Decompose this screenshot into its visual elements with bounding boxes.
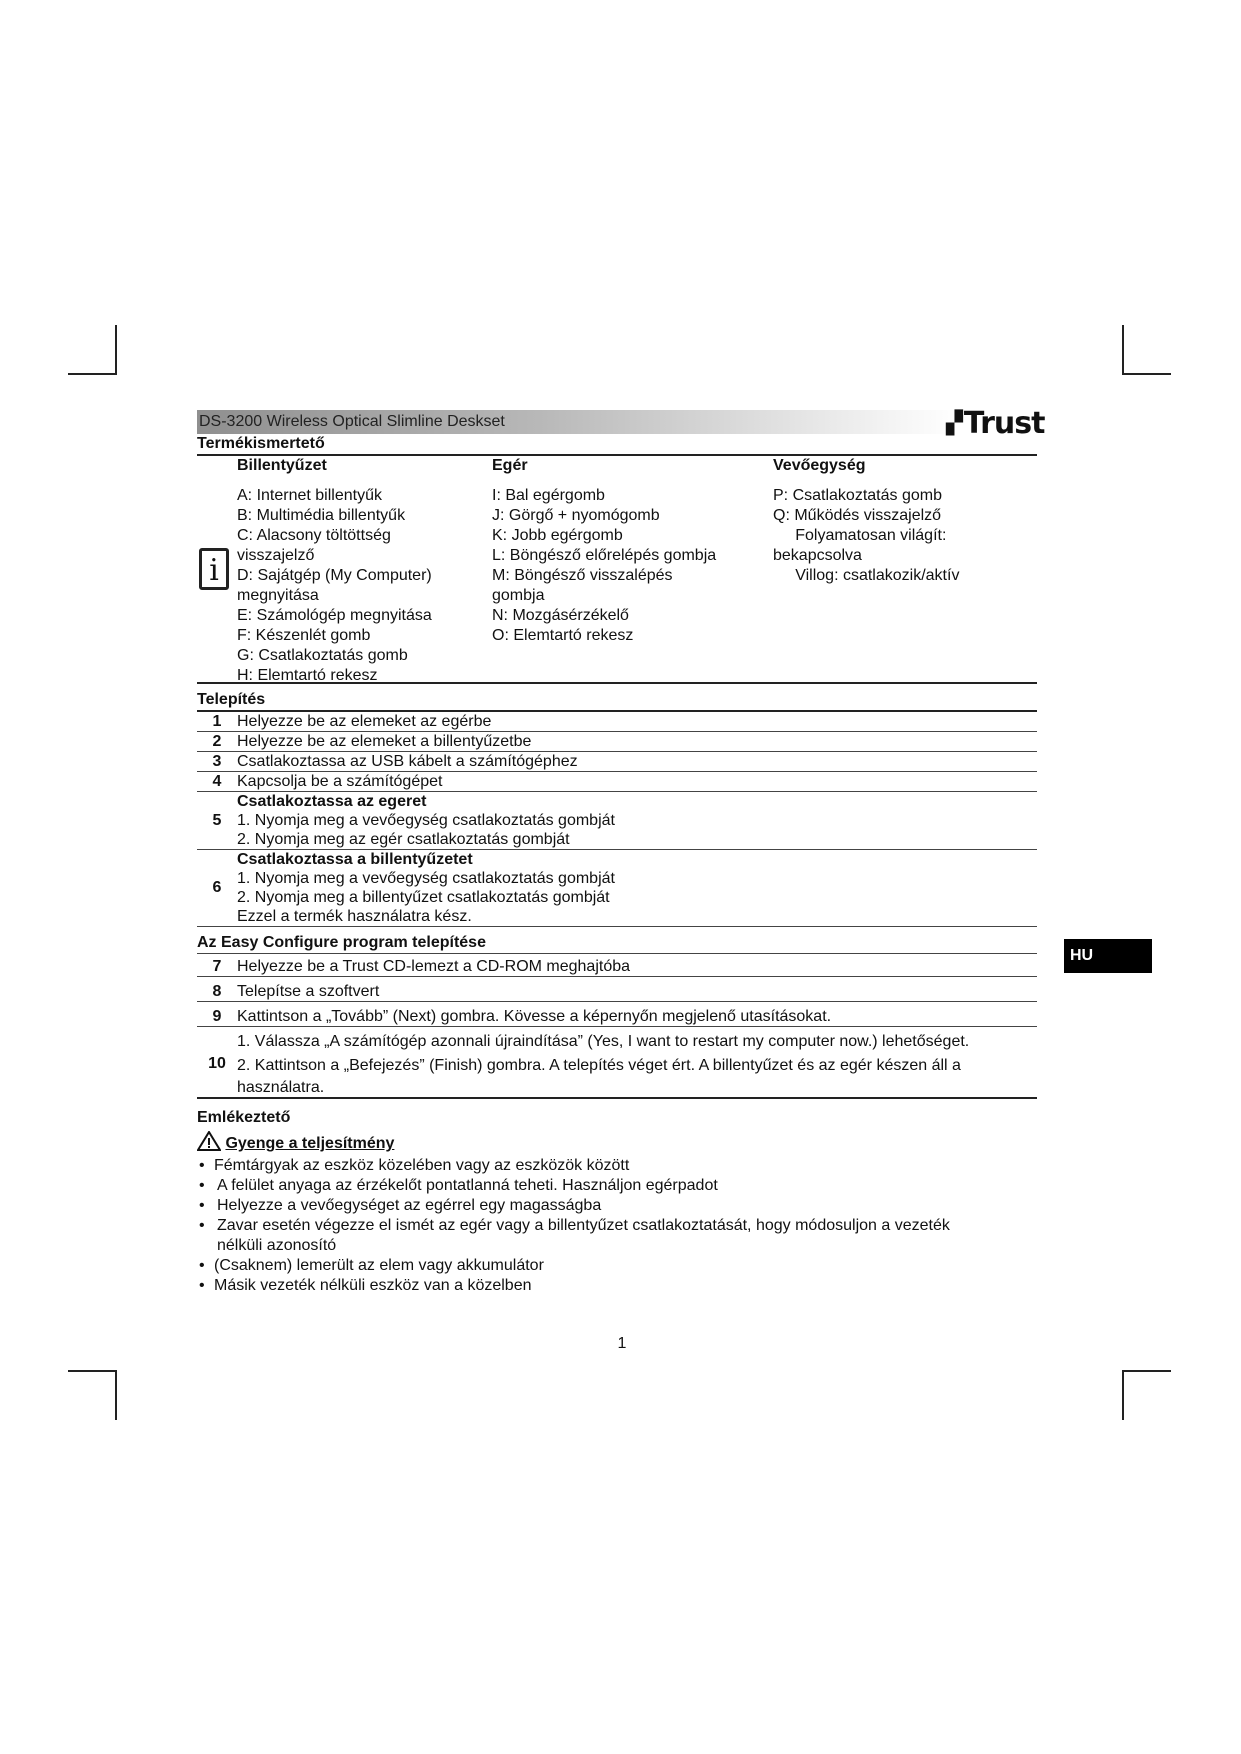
keyboard-item: B: Multimédia billentyűk (237, 507, 406, 524)
easy-configure-title: Az Easy Configure program telepítése (197, 933, 1037, 954)
step-number: 9 (212, 1007, 222, 1025)
step-row (197, 792, 1037, 850)
easy-configure-steps (197, 954, 1037, 1099)
warning-heading (197, 1131, 1047, 1156)
warning-icon (197, 1131, 221, 1151)
mouse-item: N: Mozgásérzékelő (492, 607, 629, 624)
column-heading: Billentyűzet (237, 457, 327, 474)
crop-mark (1122, 1370, 1171, 1372)
step-text: Telepítse a szoftvert (237, 983, 380, 1000)
crop-mark (115, 1370, 117, 1420)
logo-mark-icon: ▞ (946, 411, 962, 436)
keyboard-column (237, 456, 487, 686)
keyboard-item: G: Csatlakoztatás gomb (237, 647, 408, 664)
crop-mark (1122, 325, 1124, 375)
step-text: 2. Nyomja meg a billentyűzet csatlakoztatás gombját (237, 889, 610, 906)
step-number: 3 (212, 752, 222, 770)
step-row (197, 732, 1037, 752)
language-tab: HU (1064, 939, 1152, 973)
keyboard-item: megnyitása (237, 587, 319, 604)
mouse-item: J: Görgő + nyomógomb (492, 507, 660, 524)
keyboard-item: F: Készenlét gomb (237, 627, 371, 644)
step-number: 8 (212, 982, 222, 1000)
keyboard-item: visszajelző (237, 547, 315, 564)
logo-text: Trust (963, 406, 1045, 441)
receiver-item: Q: Működés visszajelző (773, 507, 942, 524)
mouse-item: M: Böngésző visszalépés (492, 567, 673, 584)
warning-title: Gyenge a teljesítmény (225, 1135, 395, 1152)
column-heading: Vevőegység (773, 457, 866, 474)
step-text: Ezzel a termék használatra kész. (237, 908, 472, 925)
reminder-item: • Fémtárgyak az eszköz közelében vagy az eszközök között (197, 1156, 1037, 1176)
receiver-item: bekapcsolva (773, 547, 862, 564)
keyboard-item: A: Internet billentyűk (237, 487, 382, 504)
header-band (197, 406, 1045, 441)
manual-page (197, 406, 1047, 1296)
crop-mark (68, 1370, 117, 1372)
step-text: 2. Kattintson a „Befejezés” (Finish) gombra. A telepítés véget ért. A billentyűzet és az egér készen áll a (237, 1057, 961, 1074)
reminder-title: Emlékeztető (197, 1109, 291, 1126)
step-text: használatra. (237, 1079, 325, 1096)
step-text: 1. Nyomja meg a vevőegység csatlakoztatás gombját (237, 870, 615, 887)
keyboard-item: C: Alacsony töltöttség (237, 527, 391, 544)
receiver-column (773, 456, 1037, 586)
step-row (197, 1002, 1037, 1027)
step-row (197, 772, 1037, 792)
step-text: Csatlakoztassa az USB kábelt a számítógéphez (237, 753, 578, 770)
product-overview (197, 456, 1037, 684)
install-steps (197, 712, 1037, 927)
reminder-item: • Másik vezeték nélküli eszköz van a közelben (197, 1276, 1037, 1296)
step-heading: Csatlakoztassa az egeret (237, 793, 427, 810)
step-text: Helyezze be az elemeket az egérbe (237, 713, 492, 730)
keyboard-item: D: Sajátgép (My Computer) (237, 567, 432, 584)
intro-title: Termékismertető (197, 434, 1037, 456)
step-text: Kapcsolja be a számítógépet (237, 773, 443, 790)
step-row (197, 752, 1037, 772)
mouse-item: I: Bal egérgomb (492, 487, 605, 504)
step-row (197, 712, 1037, 732)
reminder-list (197, 1156, 1037, 1296)
receiver-item: Folyamatosan világít: (773, 527, 947, 544)
crop-mark (115, 325, 117, 375)
mouse-item: K: Jobb egérgomb (492, 527, 623, 544)
reminder-item-text: Zavar esetén végezze el ismét az egér vagy a billentyűzet csatlakoztatását, hogy módosuljon a vezeték (217, 1217, 950, 1234)
crop-mark (1122, 373, 1171, 375)
step-row (197, 1027, 1037, 1099)
reminder-item: • (Csaknem) lemerült az elem vagy akkumulátor (197, 1256, 1037, 1276)
step-row (197, 850, 1037, 927)
step-text: Helyezze be az elemeket a billentyűzetbe (237, 733, 532, 750)
reminder-item: • Helyezze a vevőegységet az egérrel egy magasságba (197, 1196, 1037, 1216)
step-heading: Csatlakoztassa a billentyűzetet (237, 851, 473, 868)
trust-logo (946, 406, 1044, 441)
step-number: 5 (212, 811, 222, 829)
step-number: 10 (208, 1054, 226, 1072)
keyboard-item: H: Elemtartó rekesz (237, 667, 378, 684)
product-title: DS-3200 Wireless Optical Slimline Deskset (199, 413, 505, 430)
step-row (197, 977, 1037, 1002)
page-number: 1 (617, 1335, 627, 1352)
info-icon: i (199, 548, 229, 590)
step-number: 2 (212, 732, 222, 750)
mouse-item: gombja (492, 587, 545, 604)
step-text: 2. Nyomja meg az egér csatlakoztatás gombját (237, 831, 570, 848)
install-title: Telepítés (197, 690, 1037, 712)
mouse-item: O: Elemtartó rekesz (492, 627, 634, 644)
receiver-item: Villog: csatlakozik/aktív (773, 567, 960, 584)
column-heading: Egér (492, 457, 528, 474)
step-text: Kattintson a „Tovább” (Next) gombra. Kövesse a képernyőn megjelenő utasításokat. (237, 1008, 832, 1025)
step-number: 4 (212, 772, 222, 790)
keyboard-item: E: Számológép megnyitása (237, 607, 432, 624)
step-row (197, 954, 1037, 977)
receiver-item: P: Csatlakoztatás gomb (773, 487, 942, 504)
crop-mark (68, 373, 117, 375)
reminder-item-text-cont: nélküli azonosító (217, 1237, 337, 1254)
reminder-item (197, 1216, 1037, 1256)
step-number: 6 (212, 879, 222, 896)
step-text: Helyezze be a Trust CD-lemezt a CD-ROM meghajtóba (237, 958, 631, 975)
mouse-column (492, 456, 767, 646)
step-number: 1 (212, 712, 222, 730)
step-text: 1. Nyomja meg a vevőegység csatlakoztatás gombját (237, 812, 615, 829)
step-text: 1. Válassza „A számítógép azonnali újraindítása” (Yes, I want to restart my computer now.) lehetőséget. (237, 1033, 970, 1050)
reminder-item: • A felület anyaga az érzékelőt pontatlanná teheti. Használjon egérpadot (197, 1176, 1037, 1196)
mouse-item: L: Böngésző előrelépés gombja (492, 547, 717, 564)
step-number: 7 (212, 957, 222, 975)
crop-mark (1122, 1370, 1124, 1420)
